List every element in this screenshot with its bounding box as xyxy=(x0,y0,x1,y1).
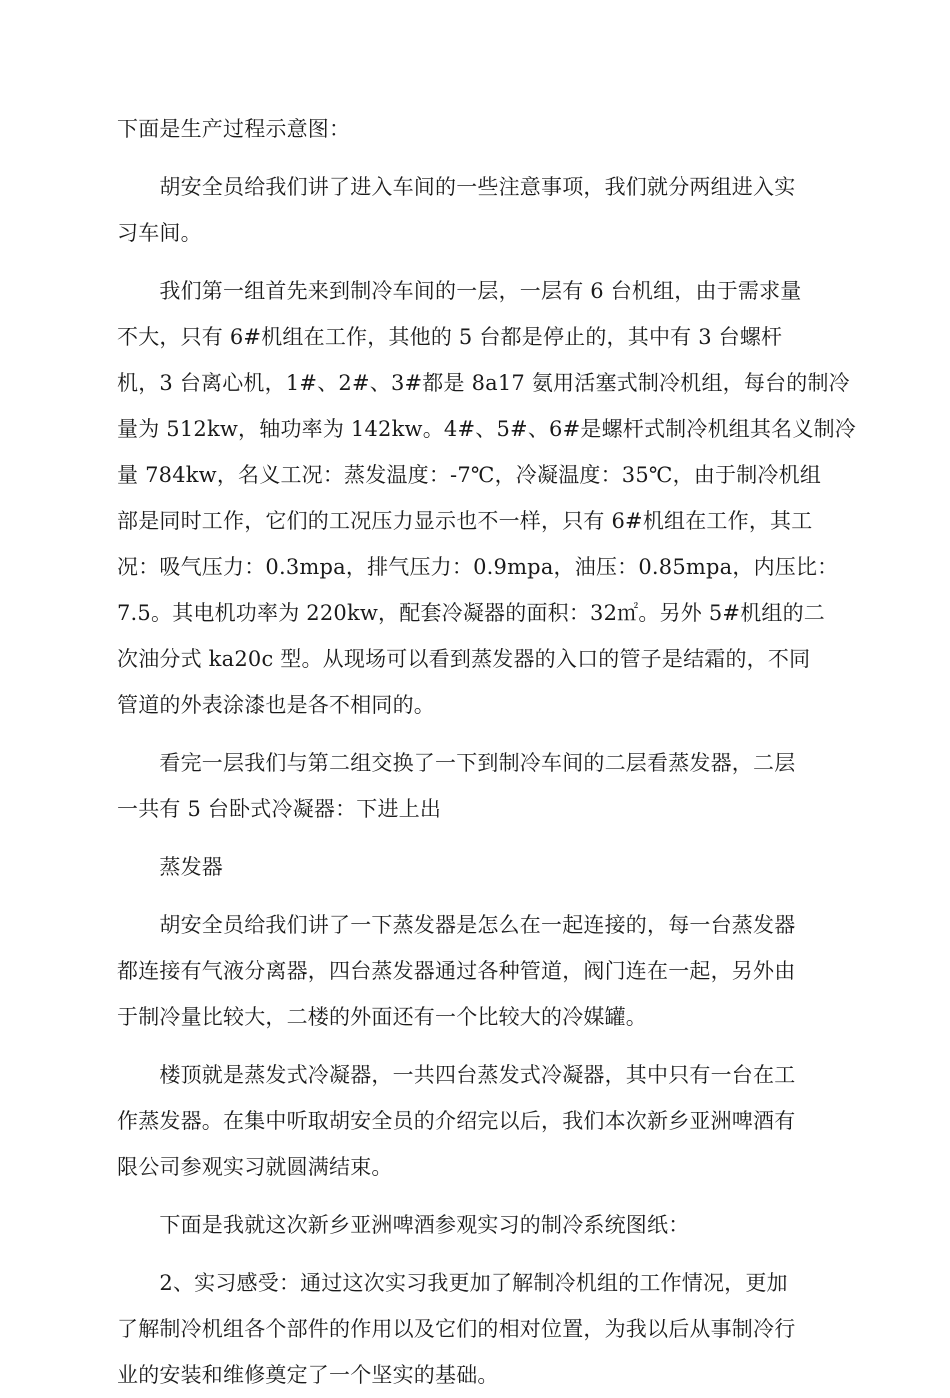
paragraph-gap xyxy=(117,152,839,164)
paragraph xyxy=(117,844,839,890)
text-line: 我们第一组首先来到制冷车间的一层，一层有 6 台机组，由于需求量 xyxy=(117,279,802,303)
paragraph-gap xyxy=(117,728,839,740)
text-line: 楼顶就是蒸发式冷凝器，一共四台蒸发式冷凝器，其中只有一台在工 xyxy=(117,1063,796,1087)
paragraph-gap xyxy=(117,256,839,268)
text-line: 习车间。 xyxy=(117,221,202,245)
text-line: 看完一层我们与第二组交换了一下到制冷车间的二层看蒸发器，二层 xyxy=(117,751,796,775)
paragraph xyxy=(117,268,856,728)
paragraph xyxy=(117,106,839,152)
text-line: 量 784kw，名义工况：蒸发温度：-7℃，冷凝温度：35℃，由于制冷机组 xyxy=(117,463,822,487)
paragraph-gap xyxy=(117,1248,839,1260)
text-line: 于制冷量比较大，二楼的外面还有一个比较大的冷媒罐。 xyxy=(117,1005,647,1029)
text-line: 下面是我就这次新乡亚洲啤酒参观实习的制冷系统图纸： xyxy=(117,1213,690,1237)
text-line: 一共有 5 台卧式冷凝器：下进上出 xyxy=(117,797,442,821)
text-line: 限公司参观实习就圆满结束。 xyxy=(117,1155,393,1179)
text-line: 管道的外表涂漆也是各不相同的。 xyxy=(117,693,435,717)
text-line: 量为 512kw，轴功率为 142kw。4#、5#、6#是螺杆式制冷机组其名义制冷 xyxy=(117,417,856,441)
text-line: 都连接有气液分离器，四台蒸发器通过各种管道，阀门连在一起，另外由 xyxy=(117,959,796,983)
text-line: 胡安全员给我们讲了进入车间的一些注意事项，我们就分两组进入实 xyxy=(117,175,796,199)
text-line: 7.5。其电机功率为 220kw，配套冷凝器的面积：32㎡。另外 5#机组的二 xyxy=(117,601,826,625)
paragraph-gap xyxy=(117,832,839,844)
document-body xyxy=(117,106,856,1398)
text-line: 了解制冷机组各个部件的作用以及它们的相对位置，为我以后从事制冷行 xyxy=(117,1317,796,1341)
paragraph xyxy=(117,1202,839,1248)
paragraph xyxy=(117,164,839,256)
paragraph xyxy=(117,740,839,832)
paragraph-gap xyxy=(117,1040,839,1052)
text-line: 不大，只有 6#机组在工作，其他的 5 台都是停止的，其中有 3 台螺杆 xyxy=(117,325,783,349)
paragraph xyxy=(117,1052,839,1190)
paragraph xyxy=(117,902,839,1040)
text-line: 蒸发器 xyxy=(117,855,223,879)
paragraph xyxy=(117,1260,839,1398)
text-line: 下面是生产过程示意图： xyxy=(117,117,351,141)
text-line: 次油分式 ka20c 型。从现场可以看到蒸发器的入口的管子是结霜的，不同 xyxy=(117,647,811,671)
text-line: 胡安全员给我们讲了一下蒸发器是怎么在一起连接的，每一台蒸发器 xyxy=(117,913,796,937)
paragraph-gap xyxy=(117,1190,839,1202)
text-line: 2、实习感受：通过这次实习我更加了解制冷机组的工作情况，更加 xyxy=(117,1271,788,1295)
text-line: 业的安装和维修奠定了一个坚实的基础。 xyxy=(117,1363,499,1387)
text-line: 部是同时工作，它们的工况压力显示也不一样，只有 6#机组在工作，其工 xyxy=(117,509,813,533)
text-line: 况：吸气压力：0.3mpa，排气压力：0.9mpa，油压：0.85mpa，内压比： xyxy=(117,555,839,579)
text-line: 机，3 台离心机，1#、2#、3#都是 8a17 氨用活塞式制冷机组，每台的制冷 xyxy=(117,371,850,395)
text-line: 作蒸发器。在集中听取胡安全员的介绍完以后，我们本次新乡亚洲啤酒有 xyxy=(117,1109,796,1133)
paragraph-gap xyxy=(117,890,839,902)
